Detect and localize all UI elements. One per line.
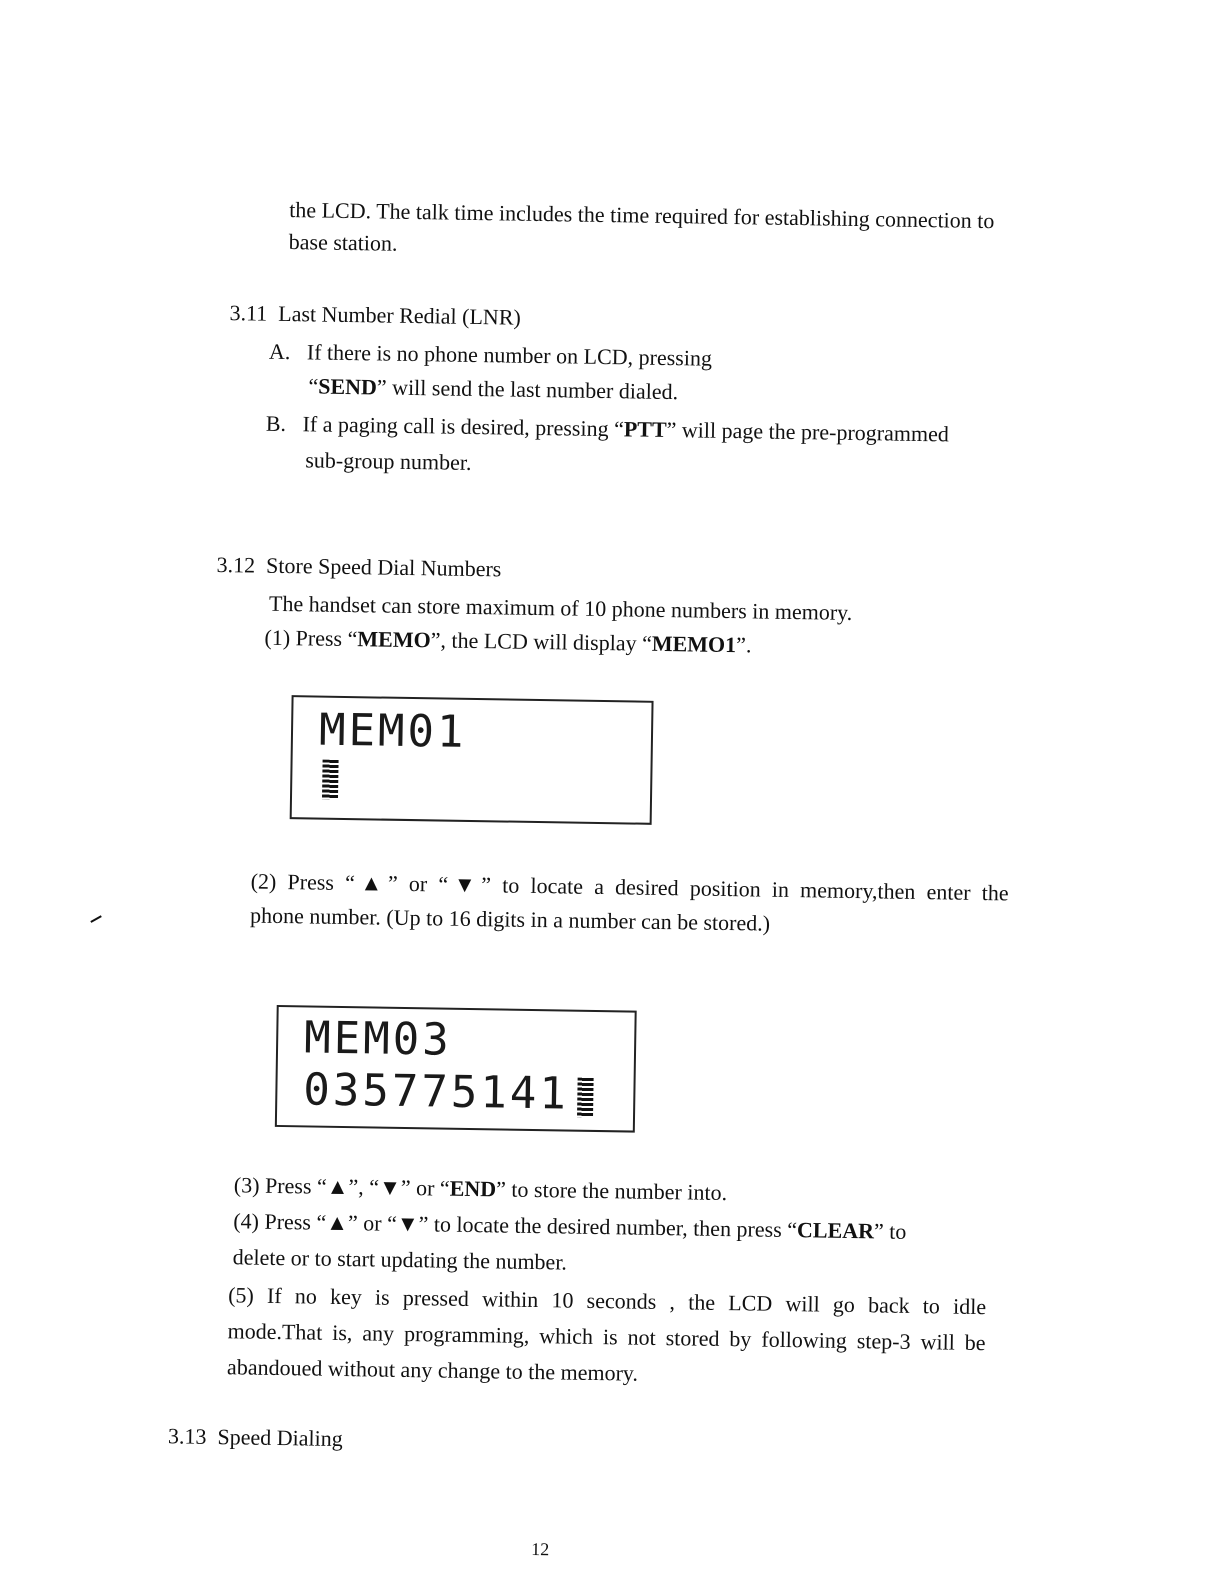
display-memo1: MEMO1 [651, 630, 737, 658]
lcd-cursor-icon [577, 1078, 594, 1118]
step-text: ” to [873, 1218, 907, 1244]
section-number: 3.13 [167, 1423, 207, 1449]
step-2-line-1: (2) Press “▲” or “▼” to locate a desired position in memory,then enter the [250, 868, 1009, 906]
scan-mark [90, 915, 101, 923]
key-ptt: PTT [623, 416, 667, 442]
section-title: Last Number Redial (LNR) [278, 300, 522, 330]
step-text: ” to store the number into. [495, 1176, 728, 1206]
item-b-line-2: sub-group number. [305, 447, 472, 475]
section-number: 3.12 [216, 551, 256, 578]
lcd-display-memo03 [275, 1005, 637, 1133]
item-text: ” will page the pre-programmed [666, 417, 950, 447]
page-number: 12 [531, 1539, 550, 1560]
section-number: 3.11 [229, 300, 268, 326]
section-3-11-heading [229, 298, 521, 333]
item-text: ” will send the last number dialed. [376, 374, 679, 405]
step-text: ”. [735, 632, 752, 658]
step-text: (3) Press “▲”, “▼” or “ [233, 1172, 450, 1201]
item-text: If a paging call is desired, pressing “ [302, 411, 625, 442]
key-end: END [449, 1175, 497, 1202]
step-5-line-2: mode.That is, any programming, which is not stored by following step-3 will be [227, 1318, 986, 1356]
key-send: SEND [318, 373, 378, 400]
key-clear: CLEAR [796, 1217, 875, 1244]
intro-line-1: the LCD. The talk time includes the time required for establishing connection to [289, 197, 995, 234]
lcd-line-1: MEM01 [318, 704, 467, 758]
lcd-line-1: MEM03 [303, 1012, 453, 1066]
step-text: (4) Press “▲” or “▼” to locate the desired number, then press “ [233, 1208, 798, 1243]
lcd-display-memo01 [290, 695, 654, 825]
step-5-line-1: (5) If no key is pressed within 10 seconds , the LCD will go back to idle [227, 1282, 987, 1320]
section-title: Store Speed Dial Numbers [265, 552, 502, 582]
quote: “ [308, 373, 319, 399]
step-text: ”, the LCD will display “ [430, 627, 653, 656]
section-3-13-heading [168, 1421, 343, 1454]
step-4-line-1 [233, 1206, 907, 1247]
item-marker: B. [265, 410, 287, 437]
step-4-line-2: delete or to start updating the number. [232, 1244, 568, 1275]
section-title: Speed Dialing [217, 1424, 343, 1452]
lcd-line-2: 035775141 [303, 1064, 570, 1120]
step-1 [264, 623, 751, 661]
speed-dial-intro: The handset can store maximum of 10 phone numbers in memory. [268, 590, 853, 625]
item-marker: A. [268, 338, 291, 365]
item-text: If there is no phone number on LCD, pressing [306, 339, 713, 371]
lcd-cursor-icon [322, 760, 339, 800]
step-text: (1) Press “ [264, 624, 358, 652]
step-5-line-3: abandoued without any change to the memory. [226, 1354, 639, 1386]
item-a-line-1 [269, 337, 712, 374]
step-3 [234, 1170, 728, 1208]
key-memo: MEMO [357, 626, 431, 653]
intro-line-2: base station. [288, 229, 398, 256]
item-b-line-1 [266, 409, 949, 450]
step-2-line-2: phone number. (Up to 16 digits in a number can be stored.) [249, 902, 771, 936]
section-3-12-heading [216, 550, 501, 584]
item-a-line-2 [308, 371, 678, 407]
